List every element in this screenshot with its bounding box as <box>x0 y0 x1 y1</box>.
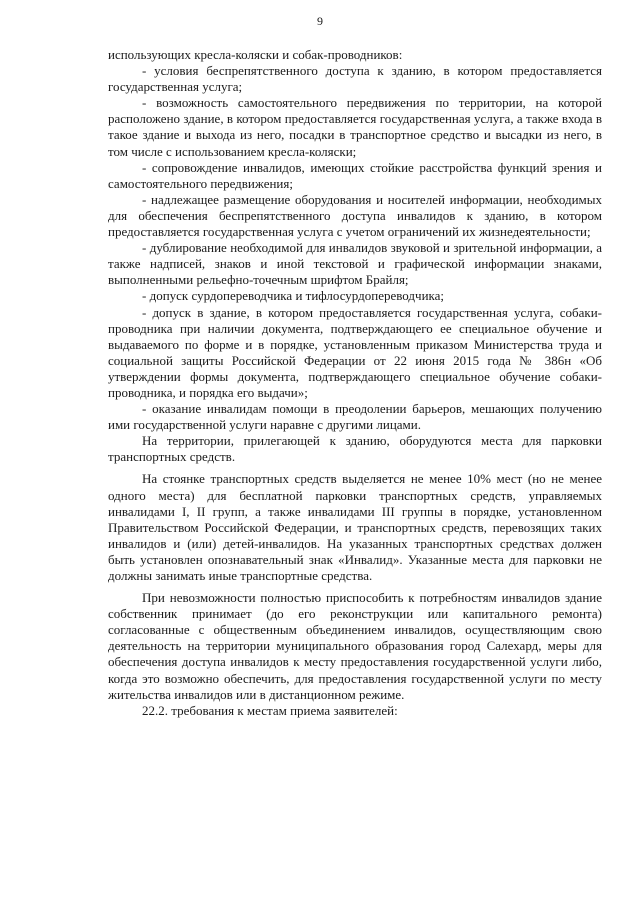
paragraph: На стоянке транспортных средств выделяется не менее 10% мест (но не менее одного места) для бесплатной парковки транспортных средств, управляемых инвалидами I, II групп, а также инвалидами III группы в порядке, установленном Правительством Российской Федерации, и транспортных средств, перевозящих таких инвалидов и (или) детей-инвалидов. На указанных транспортных средствах должен быть установлен опознавательный знак «Инвалид». Указанные места для парковки не должны занимать иные транспортные средства. <box>108 471 602 583</box>
paragraph: - надлежащее размещение оборудования и носителей информации, необходимых для обеспечения беспрепятственного доступа инвалидов к зданию, в котором предоставляется государственная услуга с учетом ограничений их жизнедеятельности; <box>108 191 602 240</box>
paragraph: При невозможности полностью приспособить к потребностям инвалидов здание собственник принимает (до его реконструкции или капитального ремонта) согласованные с общественным объединением инвалидов, осуществляющим свою деятельность на территории муниципального образования город Салехард, меры для обеспечения доступа инвалидов к месту предоставления государственной услуги либо, когда это возможно обеспечить, для предоставления государственной услуги по месту жительства инвалидов или в дистанционном режиме. <box>108 590 602 702</box>
paragraph: 22.2. требования к местам приема заявителей: <box>142 702 398 718</box>
paragraph: - возможность самостоятельного передвижения по территории, на которой расположено здание, в котором предоставляется государственная услуга, а также входа в такое здание и выхода из него, посадки в транспортное средство и высадки из него, в том числе с использованием кресла-коляски; <box>108 95 602 159</box>
document-body <box>108 47 602 719</box>
paragraph: - условия беспрепятственного доступа к зданию, в котором предоставляется государственная услуга; <box>108 63 602 95</box>
paragraph: На территории, прилегающей к зданию, оборудуются места для парковки транспортных средств. <box>108 433 602 465</box>
paragraph: - допуск в здание, в котором предоставляется государственная услуга, собаки-проводника при наличии документа, подтверждающего ее специальное обучение и выдаваемого по форме и в порядке, установленным приказом Министерства труда и социальной защиты Российской Федерации от 22 июня 2015 года № 386н «Об утверждении формы документа, подтверждающего специальное обучение собаки-проводника, и порядка его выдачи»; <box>108 304 602 400</box>
paragraph: - дублирование необходимой для инвалидов звуковой и зрительной информации, а также надписей, знаков и иной текстовой и графической информации знаками, выполненными рельефно-точечным шрифтом Брайля; <box>108 240 602 288</box>
paragraph: - сопровождение инвалидов, имеющих стойкие расстройства функций зрения и самостоятельного передвижения; <box>108 159 602 191</box>
paragraph: - оказание инвалидам помощи в преодолении барьеров, мешающих получению ими государственной услуги наравне с другими лицами. <box>108 401 602 433</box>
paragraph: - допуск сурдопереводчика и тифлосурдопереводчика; <box>142 288 445 304</box>
page-number: 9 <box>317 14 323 28</box>
paragraph: использующих кресла-коляски и собак-проводников: <box>108 47 403 62</box>
